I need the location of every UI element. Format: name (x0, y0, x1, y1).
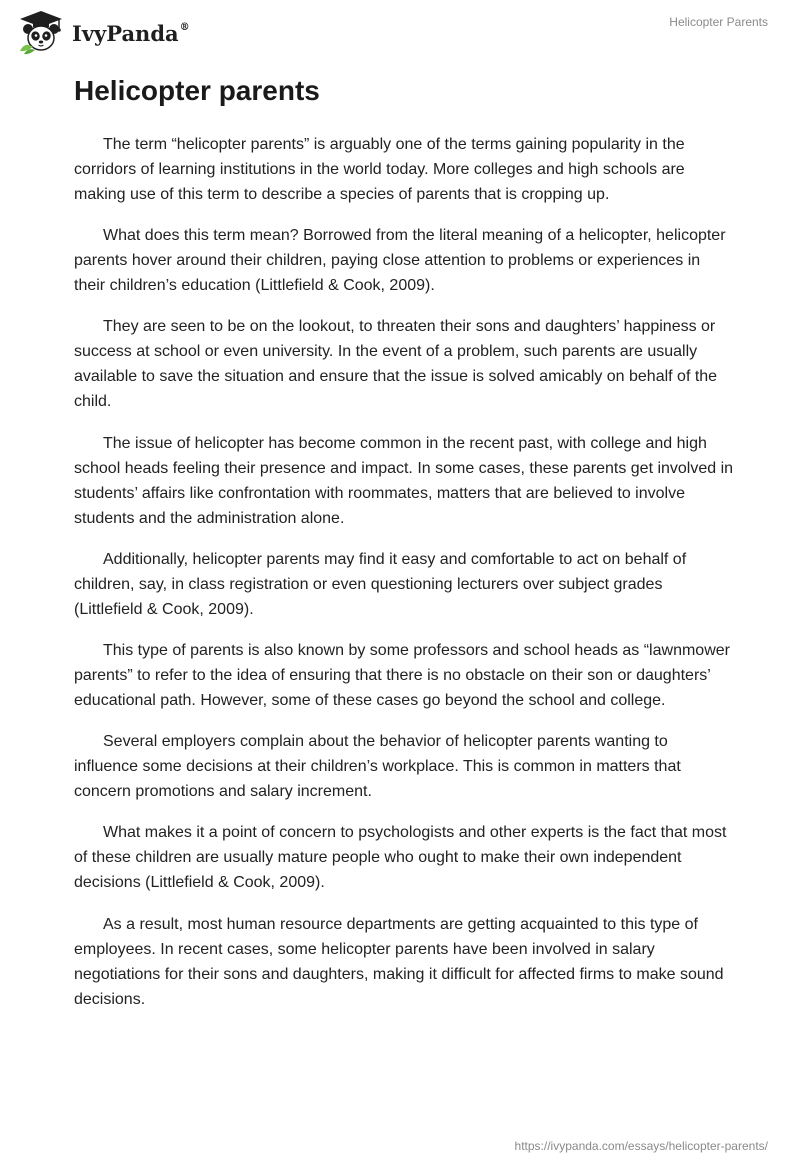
paragraph: Several employers complain about the behavior of helicopter parents wanting to influence some decisions at their children’s workplace. This is common in matters that concern promotions and salary increment. (74, 733, 681, 801)
page-title: Helicopter parents (74, 75, 320, 106)
document-title: Helicopter Parents (669, 15, 768, 29)
paragraph: The term “helicopter parents” is arguably one of the terms gaining popularity in the corridors of learning institutions in the world today. More colleges and high schools are making use of this term to describe a species of parents that is cropping up. (74, 136, 685, 203)
brand-name: IvyPanda (72, 20, 179, 46)
panda-graduation-cap-icon[interactable] (16, 9, 66, 55)
paragraph: What makes it a point of concern to psychologists and other experts is the fact that most of these children are usually mature people who ought to make their own independent decisions (Littlefield & Cook, 2009). (74, 824, 727, 892)
paragraph: Additionally, helicopter parents may find it easy and comfortable to act on behalf of children, say, in class registration or even questioning lecturers over subject grades (Littlefield & Cook, 2009). (74, 550, 687, 618)
site-header (16, 8, 190, 56)
paragraph: As a result, most human resource departments are getting acquainted to this type of employees. In recent cases, some helicopter parents have been involved in salary negotiations for their sons and daughters, making it difficult for affected firms to make sound decisions. (74, 915, 724, 1008)
source-url-link[interactable]: https://ivypanda.com/essays/helicopter-parents/ (514, 1139, 768, 1153)
paragraph: This type of parents is also known by some professors and school heads as “lawnmower parents” to refer to the idea of ensuring that there is no obstacle on their son or daughters’ educational path. However, some of these cases go beyond the school and college. (74, 641, 730, 709)
paragraph: They are seen to be on the lookout, to threaten their sons and daughters’ happiness or success at school or even university. In the event of a problem, such parents are usually available to save the situation and ensure that the issue is solved amicably on behalf of the child. (74, 318, 718, 411)
brand-logo[interactable] (72, 21, 190, 46)
article-body (74, 132, 734, 1028)
registered-mark: ® (179, 21, 190, 33)
paragraph: The issue of helicopter has become common in the recent past, with college and high school heads feeling their presence and impact. In some cases, these parents get involved in students’ affairs like confrontation with roommates, matters that are believed to involve students and the administration alone. (74, 434, 734, 527)
paragraph: What does this term mean? Borrowed from the literal meaning of a helicopter, helicopter parents hover around their children, paying close attention to problems or experiences in their children’s education (Littlefield & Cook, 2009). (74, 227, 726, 295)
